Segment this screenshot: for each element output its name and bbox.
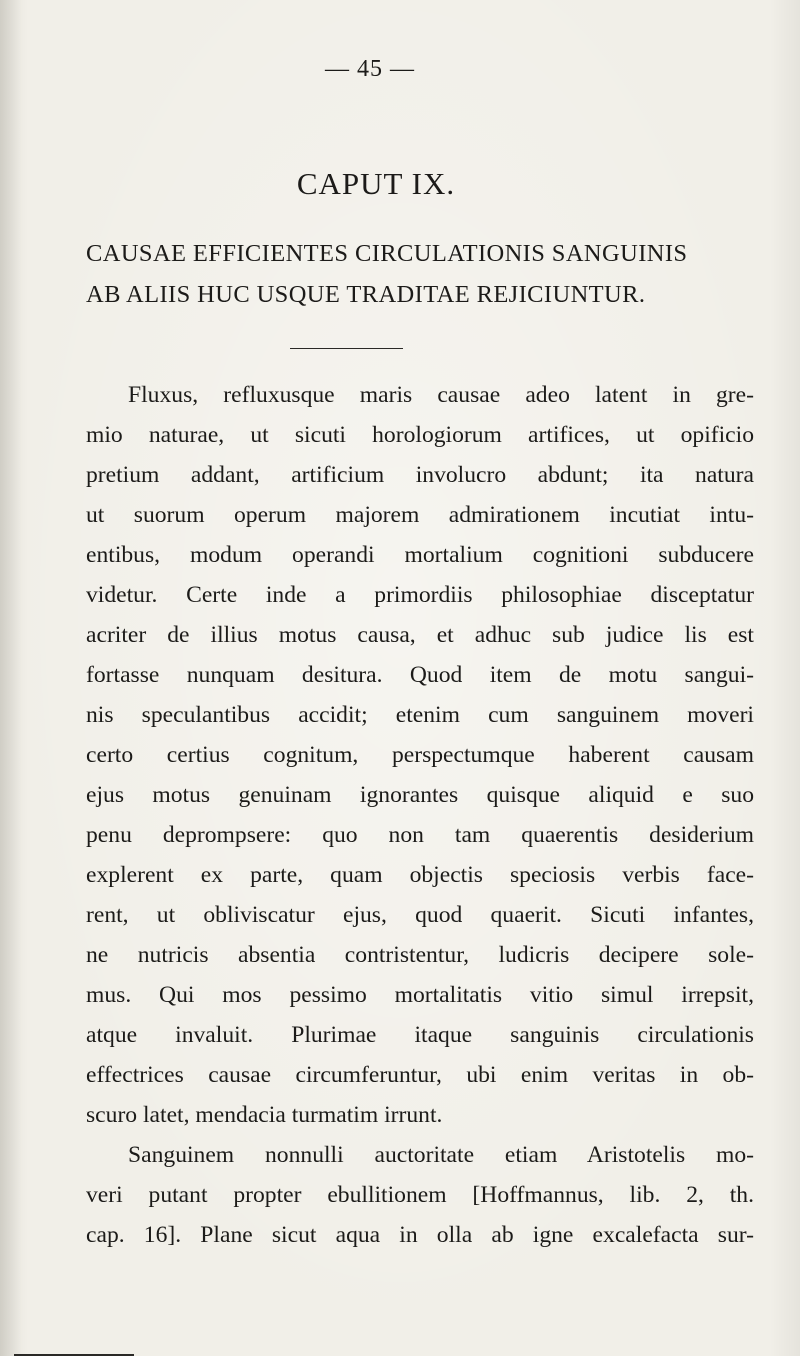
binding-shadow — [0, 0, 22, 1356]
page-number: — 45 — — [325, 56, 415, 82]
body-text — [86, 375, 754, 1255]
text-line: mus. Qui mos pessimo mortalitatis vitio simul irrepsit, — [86, 982, 754, 1008]
text-line: scuro latet, mendacia turmatim irrunt. — [86, 1102, 443, 1128]
chapter-subtitle-line-2: AB ALIIS HUC USQUE TRADITAE REJICIUNTUR. — [86, 281, 646, 308]
text-line: effectrices causae circumferuntur, ubi enim veritas in ob- — [86, 1062, 754, 1088]
text-line: mio naturae, ut sicuti horologiorum artifices, ut opificio — [86, 422, 754, 448]
chapter-title: CAPUT IX. — [296, 166, 456, 201]
section-divider — [290, 348, 403, 349]
text-line: entibus, modum operandi mortalium cognitioni subducere — [86, 542, 754, 568]
text-line: ne nutricis absentia contristentur, ludicris decipere sole- — [86, 942, 754, 968]
text-line: fortasse nunquam desitura. Quod item de motu sangui- — [86, 662, 754, 688]
text-line: pretium addant, artificium involucro abdunt; ita natura — [86, 462, 754, 488]
text-line: rent, ut obliviscatur ejus, quod quaerit. Sicuti infantes, — [86, 902, 754, 928]
text-line: nis speculantibus accidit; etenim cum sanguinem moveri — [86, 702, 754, 728]
text-line: veri putant propter ebullitionem [Hoffmannus, lib. 2, th. — [86, 1182, 754, 1208]
text-line: ut suorum operum majorem admirationem incutiat intu- — [86, 502, 754, 528]
text-line: Fluxus, refluxusque maris causae adeo latent in gre- — [128, 382, 754, 408]
text-line: videtur. Certe inde a primordiis philosophiae disceptatur — [86, 582, 754, 608]
chapter-subtitle-line-1: CAUSAE EFFICIENTES CIRCULATIONIS SANGUINIS — [86, 240, 688, 267]
text-line: explerent ex parte, quam objectis speciosis verbis face- — [86, 862, 754, 888]
text-line: cap. 16]. Plane sicut aqua in olla ab igne excalefacta sur- — [86, 1222, 754, 1248]
text-line: penu deprompsere: quo non tam quaerentis desiderium — [86, 822, 754, 848]
text-line: certo certius cognitum, perspectumque haberent causam — [86, 742, 754, 768]
text-line: atque invaluit. Plurimae itaque sanguinis circulationis — [86, 1022, 754, 1048]
text-line: acriter de illius motus causa, et adhuc sub judice lis est — [86, 622, 754, 648]
text-line: ejus motus genuinam ignorantes quisque aliquid e suo — [86, 782, 754, 808]
text-line: Sanguinem nonnulli auctoritate etiam Aristotelis mo- — [128, 1142, 754, 1168]
